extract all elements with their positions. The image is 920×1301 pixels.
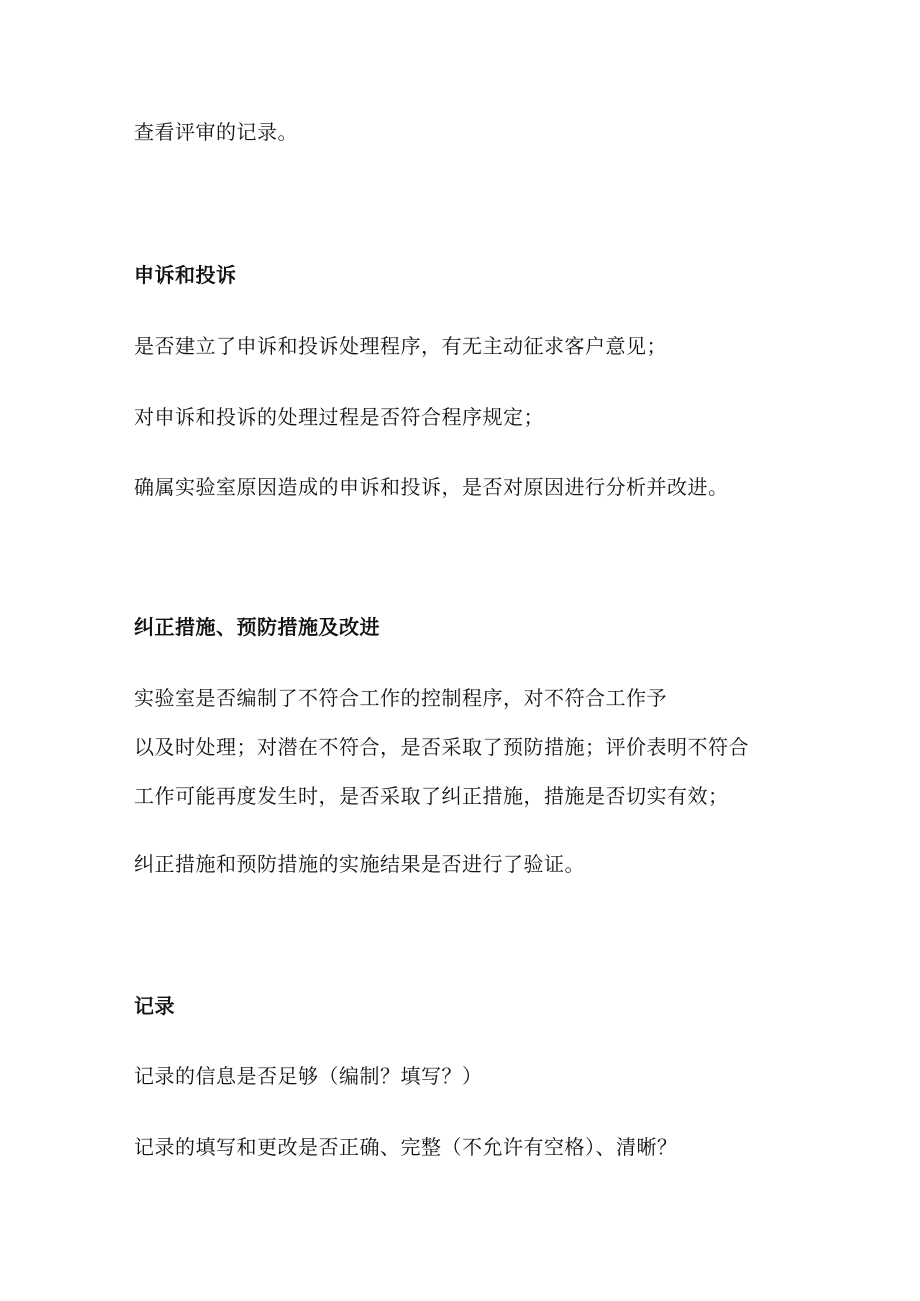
paragraph-line: 实验室是否编制了不符合工作的控制程序，对不符合工作予 [134,686,667,710]
section-heading-corrective: 纠正措施、预防措施及改进 [134,615,380,639]
paragraph-line: 以及时处理；对潜在不符合，是否采取了预防措施；评价表明不符合 [134,735,749,759]
section-heading-complaints: 申诉和投诉 [134,263,237,287]
paragraph-line: 是否建立了申诉和投诉处理程序，有无主动征求客户意见； [134,334,667,358]
intro-line: 查看评审的记录。 [134,120,298,144]
paragraph-line: 工作可能再度发生时，是否采取了纠正措施，措施是否切实有效； [134,784,729,808]
paragraph-line: 记录的填写和更改是否正确、完整（不允许有空格）、清晰？ [134,1135,678,1159]
paragraph-line: 确属实验室原因造成的申诉和投诉，是否对原因进行分析并改进。 [134,475,729,499]
paragraph-line: 纠正措施和预防措施的实施结果是否进行了验证。 [134,852,585,876]
paragraph-line: 记录的信息是否足够（编制？填写？） [134,1064,483,1088]
paragraph-line: 对申诉和投诉的处理过程是否符合程序规定； [134,405,544,429]
section-heading-records: 记录 [134,994,175,1018]
